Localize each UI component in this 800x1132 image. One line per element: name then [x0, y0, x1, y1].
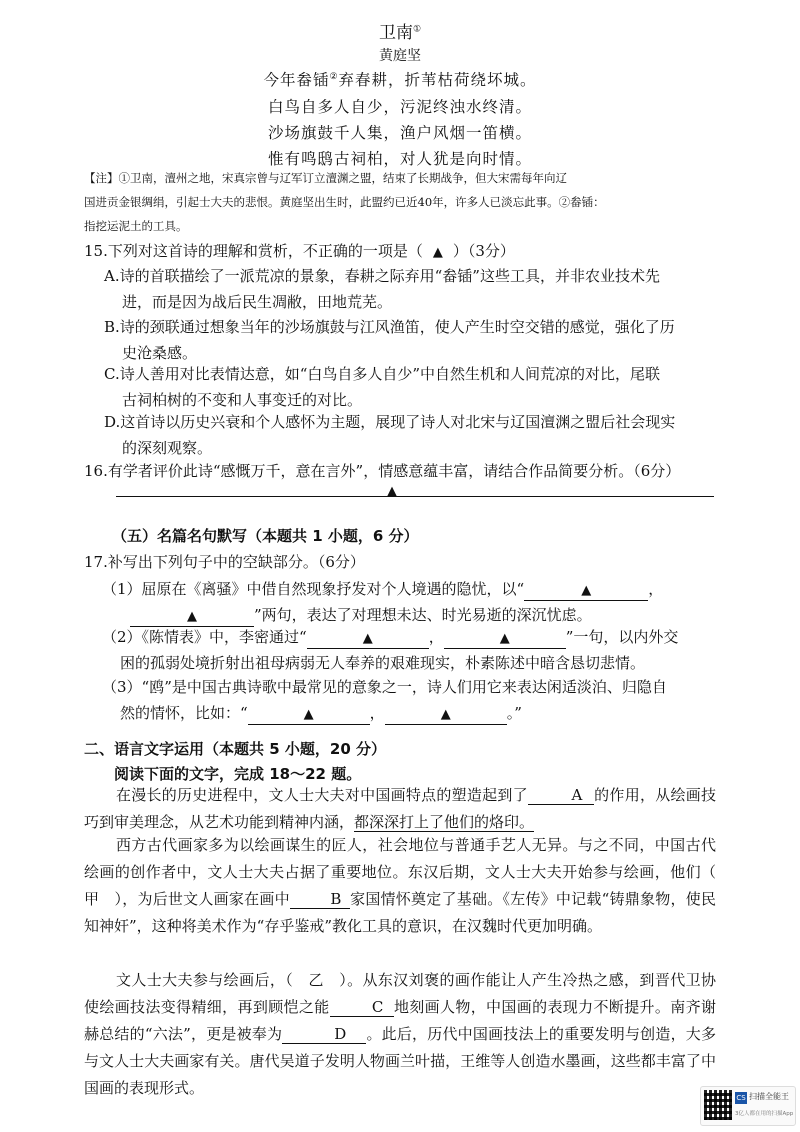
scanner-watermark: [700, 1086, 796, 1126]
poem-line-3: 沙场旗鼓千人集，渔户风烟一笛横。: [267, 124, 532, 142]
question-15-option-a: A.诗的首联描绘了一派荒凉的景象，春耕之际弃用“畚锸”这些工具，并非农业技术先 进，而是因为战后民生凋敝，田地荒芜。: [104, 267, 660, 311]
poem-title: 卫南①: [378, 23, 422, 43]
reading-instruction: 阅读下面的文字，完成 18～22 题。: [114, 765, 362, 783]
answer-line: [116, 496, 714, 497]
section-5-title: （五）名篇名句默写（本题共 1 小题，6 分）: [112, 527, 419, 545]
question-15-stem: 15.下列对这首诗的理解和赏析，不正确的一项是（ ▲ ）（3分）: [84, 242, 515, 260]
question-16-stem: 16.有学者评价此诗“感慨万千，意在言外”，情感意蕴丰富，请结合作品简要分析。（6分）: [84, 462, 681, 480]
passage-paragraph-3: 文人士大夫参与绘画后，（ 乙 ）。从东汉刘褒的画作能让人产生冷热之感，到晋代卫协使绘画技法变得精细，再到顾恺之能 C 地刻画人物，中国画的表现力不断提升。南齐谢赫总结的“六法”，更是被奉为 D 。此后，历代中国画技法上的重要发明与创造，大多与文人士大夫画家有关。唐代吴道子发明人物画兰叶描，王维等人创造水墨画，这些都丰富了中国画的表现形式。: [84, 971, 716, 1097]
camscanner-logo-icon: CS: [736, 1094, 746, 1102]
section-2-title: 二、语言文字运用（本题共 5 小题，20 分）: [84, 740, 386, 758]
question-15-option-d: D.这首诗以历史兴衰和个人感怀为主题，展现了诗人对北宋与辽国澶渊之盟后社会现实 的深刻观察。: [104, 413, 676, 457]
question-17-part-1[interactable]: （1）屈原在《离骚》中借自然现象抒发对个人境遇的隐忧，以“ ▲ ， ▲ ”两句，表达了对理想未达、时光易逝的深沉忧虑。: [102, 576, 722, 628]
poem-author: 黄庭坚: [379, 48, 421, 64]
poem-footnote: 【注】①卫南，澶州之地，宋真宗曾与辽军订立澶渊之盟，结束了长期战争，但大宋需每年向辽 国进贡金银绸绢，引起士大夫的悲恨。黄庭坚出生时，此盟约已近40年，许多人已淡忘此事。②畚锸： 指挖运泥土的工具。: [84, 171, 605, 233]
question-17-part-3[interactable]: （3）“鸥”是中国古典诗歌中最常见的意象之一，诗人们用它来表达闲适淡泊、归隐自 然的情怀，比如：“ ▲ ， ▲ 。”: [102, 674, 722, 726]
question-15-option-b: B.诗的颈联通过想象当年的沙场旗鼓与江风渔笛，使人产生时空交错的感觉，强化了历 史沧桑感。: [104, 318, 675, 362]
qr-code-icon: [704, 1090, 732, 1120]
passage-paragraph-1: 在漫长的历史进程中，文人士大夫对中国画特点的塑造起到了 A 的作用，从绘画技巧到审美理念，从艺术功能到精神内涵，都深深打上了他们的烙印。: [84, 786, 716, 831]
answer-mark: ▲: [387, 484, 397, 499]
question-17-stem: 17.补写出下列句子中的空缺部分。（6分）: [84, 553, 365, 571]
passage-paragraph-2: 西方古代画家多为以绘画谋生的匠人，社会地位与普通手艺人无异。与之不同，中国古代绘画的创作者中，文人士大夫占据了重要地位。东汉后期，文人士大夫开始参与绘画，他们（ 甲 ），为后世文人画家在画中 B 家国情怀奠定了基础。《左传》中记载“铸鼎象物，使民知神奸”，这种将美术作为“存乎鉴戒”教化工具的意识，在汉魏时代更加明确。: [84, 836, 732, 935]
poem-line-2: 白鸟自多人自少，污泥终浊水终清。: [267, 98, 532, 116]
watermark-subtitle: 3亿人都在用的扫描App: [735, 1111, 794, 1117]
question-15-option-c: C.诗人善用对比表情达意，如“白鸟自多人自少”中自然生机和人间荒凉的对比，尾联 古祠柏树的不变和人事变迁的对比。: [104, 365, 661, 409]
poem-line-4: 惟有鸣鸱古祠柏，对人犹是向时情。: [267, 150, 532, 168]
poem-line-1: 今年畚锸②弃春耕，折苇枯荷绕坏城。: [263, 71, 537, 89]
question-17-part-2[interactable]: （2）《陈情表》中，李密通过“ ▲ ， ▲ ”一句，以内外交 困的孤弱处境折射出祖母病弱无人奉养的艰难现实，朴素陈述中暗含恳切悲情。: [102, 628, 679, 672]
watermark-name: 扫描全能王: [749, 1092, 789, 1101]
